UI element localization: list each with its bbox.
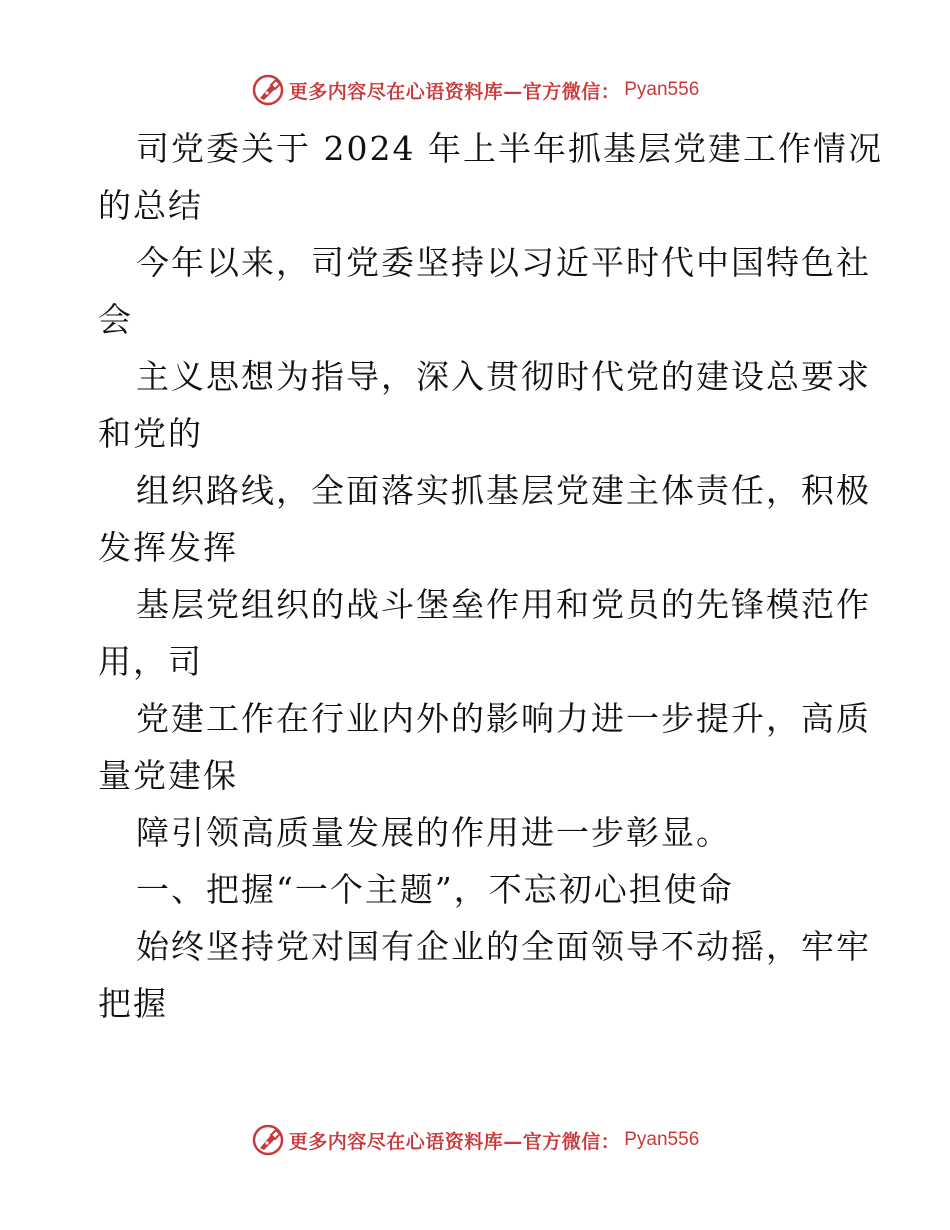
header-banner (0, 70, 950, 110)
document-line: 组织路线，全面落实抓基层党建主体责任，积极 (136, 471, 871, 510)
document-line: 和党的 (98, 414, 203, 453)
document-body (98, 120, 883, 1032)
document-line: 障引领高质量发展的作用进一步彰显。 (136, 813, 731, 852)
document-line: 主义思想为指导，深入贯彻时代党的建设总要求 (136, 357, 871, 396)
document-line: 把握 (98, 984, 168, 1023)
header-banner-wechat-id: Pyan556 (624, 79, 700, 100)
document-line: 用，司 (98, 642, 203, 681)
section-heading: 一、把握“一个主题”，不忘初心担使命 (136, 870, 734, 909)
header-banner-text: 更多内容尽在心语资料库—官方微信： (288, 80, 621, 103)
document-line: 今年以来，司党委坚持以习近平时代中国特色社 (136, 243, 871, 282)
document-line: 始终坚持党对国有企业的全面领导不动摇，牢牢 (136, 927, 871, 966)
pen-nib-logo-icon (251, 73, 285, 107)
pen-nib-logo-icon (251, 1123, 285, 1157)
document-line: 发挥发挥 (98, 528, 238, 567)
footer-banner-wechat-id: Pyan556 (624, 1129, 700, 1150)
footer-banner-text: 更多内容尽在心语资料库—官方微信： (288, 1130, 621, 1153)
document-line: 基层党组织的战斗堡垒作用和党员的先锋模范作 (136, 585, 871, 624)
document-line: 会 (98, 300, 133, 339)
document-line: 党建工作在行业内外的影响力进一步提升，高质 (136, 699, 871, 738)
document-line: 量党建保 (98, 756, 238, 795)
document-line: 司党委关于 2024 年上半年抓基层党建工作情况 (136, 129, 883, 168)
footer-banner (0, 1120, 950, 1160)
document-line: 的总结 (98, 186, 203, 225)
